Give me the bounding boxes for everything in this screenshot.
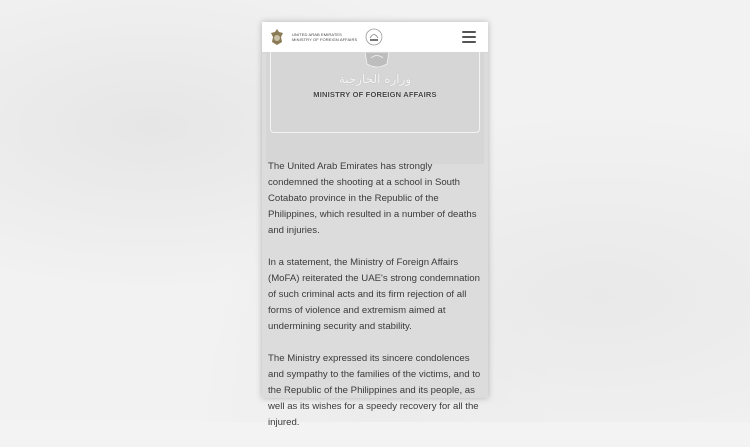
uae-falcon-emblem-icon[interactable]: [268, 27, 286, 47]
header-title-line2: MINISTRY OF FOREIGN AFFAIRS: [292, 37, 358, 42]
hero-arabic-title: وزارة الخارجية: [338, 72, 412, 86]
article-paragraph: In a statement, the Ministry of Foreign Affairs (MoFA) reiterated the UAE's strong condemnation of such criminal acts and its firm rejection of all forms of violence and extremism aimed at undermining security and stability.: [268, 257, 480, 332]
hero-banner: [266, 52, 484, 164]
article-body: [268, 159, 484, 447]
header-title-line1: UNITED ARAB EMIRATES: [292, 32, 342, 37]
expo-badge-icon[interactable]: [365, 28, 383, 46]
hamburger-menu-icon[interactable]: [462, 31, 476, 43]
header-title[interactable]: [292, 32, 357, 42]
article-paragraph: The Ministry expressed its sincere condolences and sympathy to the families of the victims, and to the Republic of the Philippines and its people, as well as its wishes for a speedy recovery for all the injured.: [268, 353, 481, 428]
falcon-seal-icon: [362, 52, 392, 70]
hero-english-title: MINISTRY OF FOREIGN AFFAIRS: [313, 90, 437, 99]
mobile-screen: [262, 22, 488, 428]
site-header: [262, 22, 488, 53]
article-paragraph: The United Arab Emirates has strongly condemned the shooting at a school in South Cotabato province in the Republic of the Philippines, which resulted in a number of deaths and injuries.: [268, 161, 477, 236]
